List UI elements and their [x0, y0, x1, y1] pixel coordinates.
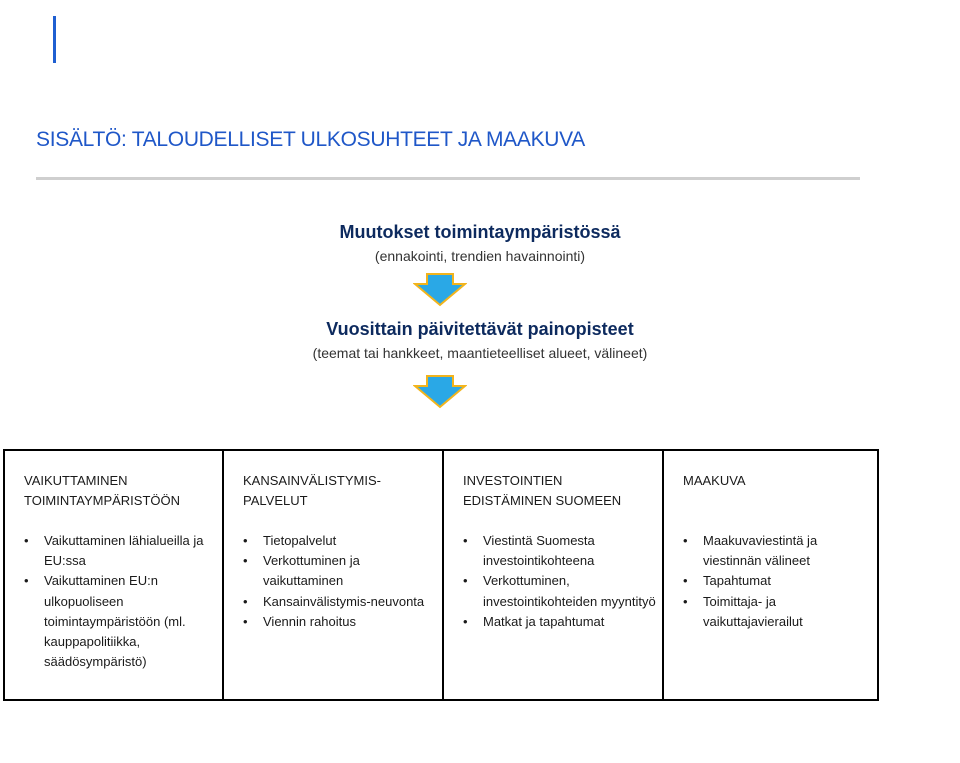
step1-subtitle: (ennakointi, trendien havainnointi) [374, 248, 586, 264]
down-arrow-icon [413, 375, 467, 409]
list-item: • Verkottuminen, investointikohteiden myyntityö [463, 571, 658, 611]
column-list [24, 531, 218, 672]
column-list [463, 531, 658, 632]
column-heading: INVESTOINTIEN EDISTÄMINEN SUOMEEN [463, 473, 622, 508]
list-item: • Viennin rahoitus [243, 612, 438, 632]
column-maakuva [664, 451, 877, 699]
list-item: • Verkottuminen ja vaikuttaminen [243, 551, 438, 591]
step2-subtitle: (teemat tai hankkeet, maantieteelliset alueet, välineet) [312, 345, 648, 361]
list-item: • Vaikuttaminen lähialueilla ja EU:ssa [24, 531, 218, 571]
column-list [683, 531, 873, 632]
list-item: • Kansainvälistymis-neuvonta [243, 592, 438, 612]
title-divider [36, 177, 860, 180]
accent-bar [53, 16, 56, 63]
column-vaikuttaminen [5, 451, 224, 699]
list-item: • Tapahtumat [683, 571, 873, 591]
column-heading: VAIKUTTAMINEN TOIMINTAYMPÄRISTÖÖN [24, 473, 181, 508]
column-heading: KANSAINVÄLISTYMIS- PALVELUT [243, 473, 381, 508]
list-item: • Vaikuttaminen EU:n ulkopuoliseen toimintaympäristöön (ml. kauppapolitiikka, säädösympäristö) [24, 571, 218, 672]
step2-heading: Vuosittain päivitettävät painopisteet [326, 319, 634, 339]
step1-heading: Muutokset toimintaympäristössä [339, 222, 621, 242]
list-item: • Toimittaja- ja vaikuttajavierailut [683, 592, 873, 632]
list-item: • Matkat ja tapahtumat [463, 612, 658, 632]
column-heading: MAAKUVA [683, 473, 746, 488]
focus-areas-table [3, 449, 879, 701]
column-list [243, 531, 438, 632]
list-item: • Maakuvaviestintä ja viestinnän välineet [683, 531, 873, 571]
column-kansainvalistymispalvelut [224, 451, 444, 699]
list-item: • Tietopalvelut [243, 531, 438, 551]
down-arrow-icon [413, 273, 467, 307]
page-title: SISÄLTÖ: TALOUDELLISET ULKOSUHTEET JA MAAKUVA [36, 128, 586, 151]
column-investointien-edistaminen [444, 451, 664, 699]
list-item: • Viestintä Suomesta investointikohteena [463, 531, 658, 571]
